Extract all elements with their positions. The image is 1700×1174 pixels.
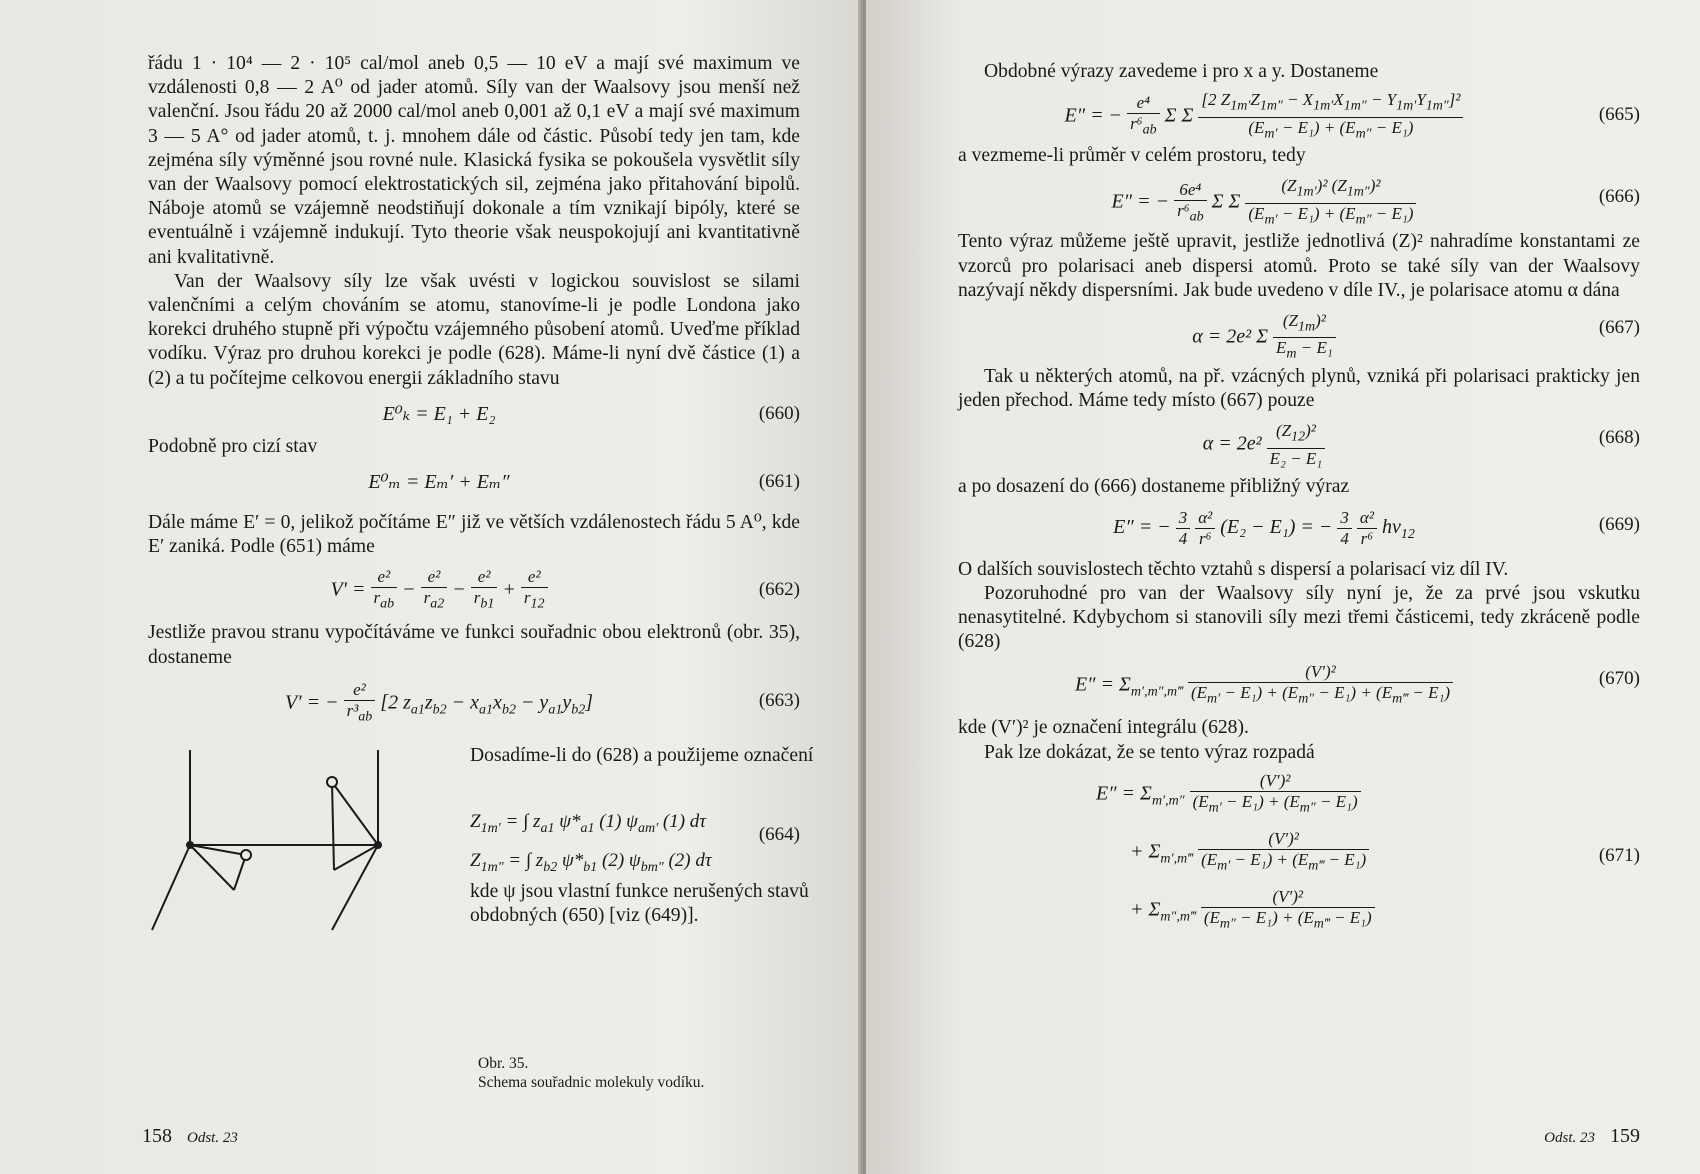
figure-caption (478, 1054, 704, 1092)
equation-number: (667) (1598, 317, 1640, 339)
equation-body: E″ = − $\frac{\text{6e⁴}}{r^6_{ab}}$ Σ Σ $\frac{(Z_{1m'})^2 (Z_{1m''})^2}{(E_{m'} - E_1) + (E_{m''} - E_1)}$ (958, 176, 1570, 230)
paragraph: Dosadíme-li do (628) a použijeme označení (470, 744, 814, 766)
paragraph: a vezmeme-li průměr v celém prostoru, tedy (958, 145, 1306, 167)
equation-number: (661) (758, 471, 800, 493)
equation-669 (958, 500, 1640, 558)
page-folio (1534, 1125, 1640, 1148)
paragraph: Jestliže pravou stranu vypočítáváme ve funkci souřadnic obou elektronů (obr. 35), dostaneme (148, 622, 800, 668)
equation-line: $Z_{1m'}$ = ∫ $z_{a1}$ $\psi*_{a1}$ (1) $\psi_{am'}$ (1) dτ (470, 810, 707, 836)
coordinate-diagram (142, 740, 442, 950)
page-number: 158 (142, 1125, 172, 1147)
paragraph: Podobně pro cizí stav (148, 435, 318, 457)
equation-body: E″ = − $\frac{\text{e⁴}}{r^6_{ab}}$ Σ Σ $\frac{[2 Z_{1m'}Z_{1m''} - X_{1m'}X_{1m''} - Y_{1m'}Y_{1m''}]^2}{(E_{m'} - E_1) + (E_{m''} - E_1)}$ (958, 90, 1570, 144)
equation-line: + $\Sigma_{m',m‴}$ $\frac{\text{(V′)²}}{(E_{m'} - E_1) + (E_{m‴} - E_1)}$ (958, 829, 1640, 887)
paragraph: kde (V′)² je označení integrálu (628). (958, 717, 1249, 739)
caption-text: Schema souřadnic molekuly vodíku. (478, 1074, 705, 1091)
equation-line: + $\Sigma_{m'',m‴}$ $\frac{\text{(V′)²}}{(E_{m''} - E_1) + (E_{m‴} - E_1)}$ (958, 887, 1640, 945)
section-label: Odst. 23 (187, 1130, 238, 1146)
equation-670 (958, 654, 1640, 716)
equation-number: (666) (1598, 186, 1640, 208)
equation-number: (671) (1598, 844, 1640, 866)
equation-664 (470, 806, 712, 884)
caption-label: Obr. 35. (478, 1055, 529, 1072)
equation-661 (148, 459, 800, 511)
paragraph: řádu 1 · 10⁴ — 2 · 10⁵ cal/mol aneb 0,5 — 10 eV a mají své maximum ve vzdálenosti 0,8 — 2 A⁰ od jader atomů. Síly van der Waalsovy jsou menší než valenční. Jsou řádu 20 až 2000 cal/mol aneb 0,001 až 0,1 eV a mají své maximum 3 — 5 A° od jader atomů, t. j. mnohem dále od částic. Působí tedy jen tam, kde zejména síly výměnné jsou rovné nule. Klasická fysika se pokoušela vysvětlit síly van der Waalsovy pomocí elektrostatických sil, zejména jako přitahování bipolů. Náboje atomů se vzájemně neodstiňují dokonale a tím vznikají bipóly, které se eventuálně i vzájemně indukují. Tyto theorie však neuspokojují ani kvantitativně ani kvalitativně. (148, 53, 800, 268)
paragraph: Pozoruhodné pro van der Waalsovy síly nyní je, že za prvé jsou vskutku nenasytitelné. Kdybychom si stanovili síly mezi třemi částicemi, tedy zkráceně podle (628) (958, 582, 1640, 653)
equation-body: E⁰ₖ = E₁ + E₂ (382, 402, 496, 425)
equation-number: (663) (758, 689, 800, 711)
section-label: Odst. 23 (1544, 1130, 1595, 1146)
equation-667 (958, 303, 1640, 365)
equation-665 (958, 84, 1640, 144)
figure-area (148, 740, 814, 950)
equation-660 (148, 391, 800, 443)
equation-662 (148, 559, 800, 621)
paragraph: Tak u některých atomů, na př. vzácných plynů, vzniká při polarisaci prakticky jen jeden přechod. Máme tedy místo (667) pouze (958, 366, 1640, 412)
equation-body: V′ = $\frac{\text{e²}}{r_{ab}}$ − $\frac{\text{e²}}{r_{a2}}$ − $\frac{\text{e²}}{r_{b1}}$ + $\frac{\text{e²}}{r_{12}}$ (148, 567, 730, 614)
equation-number: (670) (1598, 668, 1640, 690)
equation-number: (660) (758, 402, 800, 424)
equation-666 (958, 168, 1640, 230)
paragraph: Van der Waalsovy síly lze však uvésti v logickou souvislost se silami valenčními a celým chováním se atomu, stanovíme-li je podle Londona jako korekci druhého stupně při výpočtu vzájemného působení atomů. Uveďme příklad vodíku. Výraz pro druhou korekci je podle (628). Máme-li nyní dvě částice (1) a (2) a tu počítejme celkovou energii základního stavu (148, 270, 800, 389)
page-folio (142, 1125, 248, 1148)
paragraph: Tento výraz můžeme ještě upravit, jestliže jednotlivá (Z)² nahradíme konstantami ze vzorců pro polarisaci aneb dispersi atomů. Proto se také síly van der Waalsovy nazývají někdy dispersními. Jak bude uvedeno v díle IV., je polarisace atomu α dána (958, 231, 1640, 301)
paragraph: O dalších souvislostech těchto vztahů s dispersí a polarisací viz díl IV. (958, 558, 1509, 580)
equation-671 (958, 771, 1640, 961)
paragraph: Pak lze dokázat, že se tento výraz rozpadá (984, 741, 1315, 763)
equation-663 (148, 670, 800, 734)
equation-line: $E'' = \Sigma_{m',m''}$ $\frac{\text{(V′)²}}{(E_{m'} - E_1) + (E_{m''} - E_1)}$ (958, 771, 1640, 829)
equation-body: E″ = − $\frac{3}{4}$ $\frac{\text{α²}}{\text{r⁶}}$ (E₂ − E₁) = − $\frac{3}{4}$ $\frac{\text{α²}}{\text{r⁶}}$ $h\nu_{12}$ (1113, 507, 1415, 548)
figure-side-text (470, 744, 834, 768)
equation-number: (668) (1598, 427, 1640, 449)
paragraph: Obdobné výrazy zavedeme i pro x a y. Dostaneme (984, 61, 1379, 82)
equation-body: E⁰ₘ = Eₘ′ + Eₘ″ (368, 471, 510, 494)
equation-668 (958, 413, 1640, 475)
equation-number: (665) (1598, 104, 1640, 126)
equation-number: (669) (1598, 513, 1640, 535)
equation-number: (662) (758, 579, 800, 601)
paragraph: a po dosazení do (666) dostaneme přibližný výraz (958, 476, 1350, 498)
equation-body: α = 2e² $\frac{(Z_{12})^2}{\text{E₂ − E₁}}$ (958, 421, 1570, 468)
page-number: 159 (1610, 1125, 1640, 1147)
figure-side-text (470, 880, 834, 928)
equation-line: $Z_{1m''}$ = ∫ $z_{b2}$ $\psi*_{b1}$ (2) $\psi_{bm''}$ (2) dτ (470, 849, 712, 875)
paragraph: Dále máme E′ = 0, jelikož počítáme E″ již ve větších vzdálenostech řádu 5 A⁰, kde E′ zaniká. Podle (651) máme (148, 512, 800, 558)
equation-body: V′ = − $\frac{\text{e²}}{r^3_{ab}}$ [2 $z_{a1}z_{b2} - x_{a1}x_{b2} - y_{a1}y_{b2}$] (284, 679, 593, 725)
right-page (866, 0, 1700, 1174)
equation-body: α = 2e² Σ $\frac{(Z_{1m})^2}{E_m - E_1}$ (958, 311, 1570, 365)
equation-body: $E'' = \Sigma_{m',m'',m‴}$ $\frac{\text{(V′)²}}{(E_{m'} - E_1) + (E_{m''} - E_1) + (E_{m‴} - E_1)}$ (958, 662, 1570, 709)
equation-number: (664) (758, 823, 800, 845)
paragraph: kde ψ jsou vlastní funkce nerušených stavů obdobných (650) [viz (649)]. (470, 880, 809, 926)
